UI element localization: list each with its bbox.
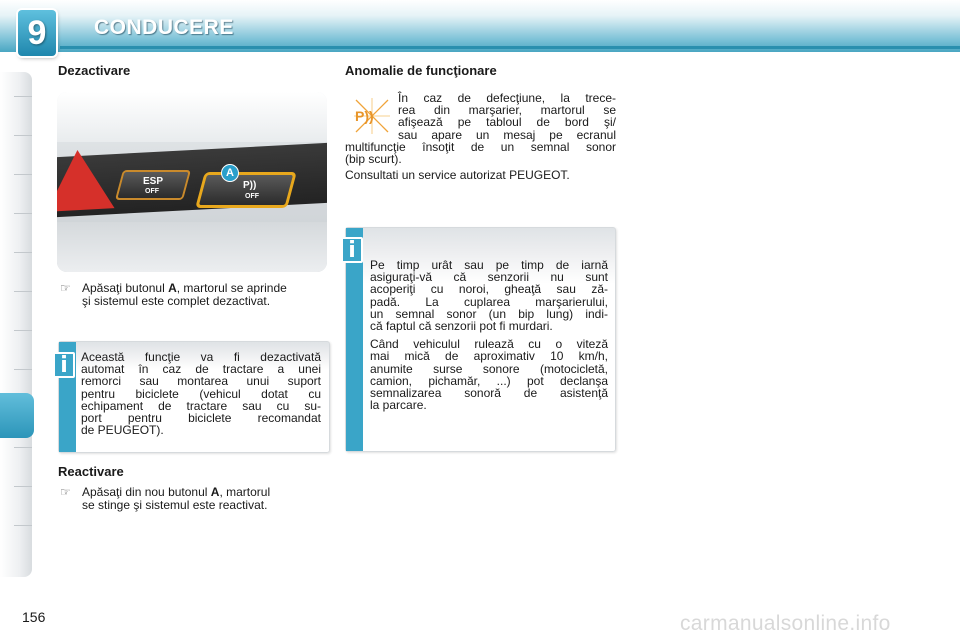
- parking-sensor-fault-label: P)): [355, 108, 374, 124]
- info-winter-text: [370, 259, 608, 411]
- watermark: carmanualsonline.info: [680, 612, 891, 635]
- info-line: un semnal sonor (un bip lung) indi-: [370, 306, 608, 321]
- reactivation-button-ref: A: [210, 485, 220, 499]
- tab-divider: [14, 525, 32, 526]
- reactivation-text-1: Apăsaţi din nou butonul: [82, 485, 211, 499]
- tab-divider: [14, 174, 32, 175]
- info-line: semnalizarea sonoră de asistenţă: [370, 386, 608, 401]
- info-line: acoperiţi cu noroi, gheaţă sau ză-: [370, 282, 608, 297]
- reactivation-text-2: , martorul: [219, 485, 271, 499]
- hand-pointer-icon: ☞: [60, 281, 71, 295]
- info-line: la parcare.: [370, 398, 427, 413]
- malfunction-line: sau apare un mesaj pe ecranul: [398, 127, 616, 142]
- deactivation-button-ref: A: [168, 281, 177, 295]
- malfunction-text-full: [345, 141, 616, 165]
- malfunction-line: multifuncţie însoţit de un semnal sonor: [345, 140, 616, 154]
- info-line: pentru biciclete (vehicul dotat cu: [81, 386, 321, 401]
- tab-divider: [14, 291, 32, 292]
- malfunction-line: rea din marşarier, martorul se: [398, 103, 616, 118]
- malfunction-line: În caz de defecţiune, la trece-: [398, 91, 616, 105]
- page-number: 156: [22, 609, 46, 625]
- photo-dashboard-bottom: [57, 222, 327, 272]
- tab-divider: [14, 135, 32, 136]
- info-line: padă. La cuplarea marşarierului,: [370, 294, 608, 309]
- header-rule: [60, 46, 960, 49]
- chapter-tab-active[interactable]: [0, 393, 34, 438]
- tab-divider: [14, 96, 32, 97]
- malfunction-line: afişează pe tabloul de bord şi/: [398, 115, 616, 130]
- deactivation-instruction: [60, 282, 330, 312]
- info-line: camion, pichamăr, ...) pot declanşa: [370, 373, 608, 388]
- parking-sensor-sub-label: OFF: [245, 193, 259, 200]
- hand-pointer-icon: ☞: [60, 485, 71, 499]
- deactivation-text-1: Apăsaţi butonul: [82, 281, 169, 295]
- esp-sub-label: OFF: [145, 188, 159, 195]
- chapter-badge: [18, 10, 56, 56]
- deactivation-line-2: şi sistemul este complet dezactivat.: [82, 294, 271, 308]
- button-a-marker: A: [221, 164, 239, 182]
- info-icon: [341, 237, 363, 263]
- info-line: echipament de tractare sau cu su-: [81, 398, 321, 413]
- tab-divider: [14, 213, 32, 214]
- deactivation-heading: Dezactivare: [58, 63, 131, 78]
- info-glyph: i: [348, 237, 356, 263]
- info-line: Pe timp urât sau pe timp de iarnă: [370, 258, 608, 272]
- esp-label: ESP: [143, 176, 164, 187]
- consult-service-text: Consultati un service autorizat PEUGEOT.: [345, 168, 570, 182]
- photo-dashboard-top: [57, 92, 327, 142]
- info-line: asiguraţi-vă că senzorii nu sunt: [370, 270, 608, 285]
- chapter-number: 9: [27, 13, 47, 52]
- malfunction-text-indented: [398, 92, 616, 141]
- tab-divider: [14, 369, 32, 370]
- info-line: automat în caz de tractare a unei: [81, 362, 321, 377]
- reactivation-line-2: se stinge şi sistemul este reactivat.: [82, 498, 268, 512]
- tab-divider: [14, 330, 32, 331]
- chapter-tab-rail: [0, 72, 32, 577]
- deactivation-text-2: , martorul se aprinde: [176, 281, 287, 295]
- malfunction-heading: Anomalie de funcţionare: [345, 63, 497, 78]
- info-line: Când vehiculul rulează cu o viteză: [370, 337, 608, 352]
- dashboard-photo: [57, 92, 327, 272]
- tab-divider: [14, 447, 32, 448]
- tab-divider: [14, 486, 32, 487]
- parking-sensor-label: P)): [243, 180, 257, 191]
- info-auto-deactivation-text: [81, 351, 321, 436]
- parking-sensor-fault-icon: [352, 96, 392, 136]
- reactivation-instruction: [60, 486, 330, 516]
- reactivation-heading: Reactivare: [58, 464, 124, 479]
- info-icon: [53, 352, 75, 378]
- malfunction-line: (bip scurt).: [345, 152, 402, 167]
- info-line: remorci sau montarea unui suport: [81, 374, 321, 389]
- tab-divider: [14, 252, 32, 253]
- chapter-title: CONDUCERE: [94, 16, 234, 39]
- hazard-button: [57, 148, 115, 211]
- info-line: Această funcţie va fi dezactivată: [81, 350, 321, 364]
- info-glyph: i: [60, 352, 68, 378]
- info-line: anumite surse sonore (motocicletă,: [370, 361, 608, 376]
- info-line: port pentru biciclete recomandat: [81, 411, 321, 426]
- info-line: mai mică de aproximativ 10 km/h,: [370, 349, 608, 364]
- info-line: de PEUGEOT).: [81, 423, 164, 438]
- info-line: că faptul că senzorii pot fi murdari.: [370, 319, 553, 334]
